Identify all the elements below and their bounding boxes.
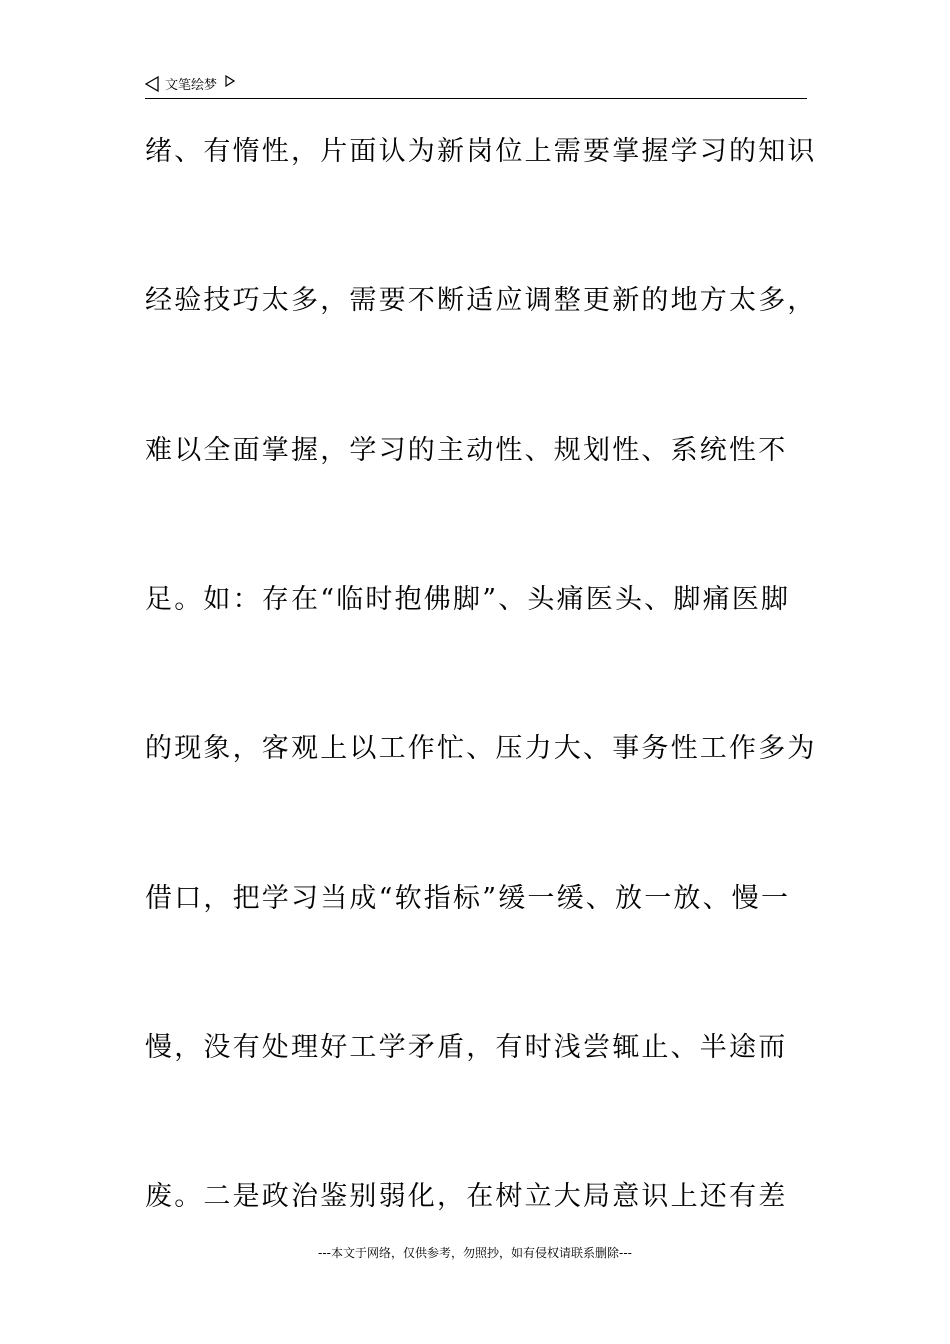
body-line-8: 废。二是政治鉴别弱化，在树立大局意识上还有差 (145, 1181, 788, 1212)
body-line-2: 经验技巧太多，需要不断适应调整更新的地方太多， (145, 285, 817, 316)
body-line-7: 慢，没有处理好工学矛盾，有时浅尝辄止、半途而 (145, 1032, 788, 1063)
body-line-4: 足。如：存在“临时抱佛脚”、头痛医头、脚痛医脚 (145, 584, 791, 615)
triangle-right-icon (225, 75, 235, 87)
body-line-1: 绪、有惰性，片面认为新岗位上需要掌握学习的知识 (145, 136, 817, 167)
page-header (145, 72, 807, 99)
body-line-6: 借口，把学习当成“软指标”缓一缓、放一放、慢一 (145, 883, 791, 914)
page-footer-disclaimer: ---本文于网络，仅供参考，勿照抄，如有侵权请联系删除--- (318, 1246, 632, 1260)
header-title: 文笔绘梦 (165, 78, 218, 93)
body-line-3: 难以全面掌握，学习的主动性、规划性、系统性不 (145, 435, 788, 466)
body-line-5: 的现象，客观上以工作忙、压力大、事务性工作多为 (145, 733, 817, 764)
triangle-left-icon (145, 76, 159, 92)
header-brand (145, 74, 235, 93)
